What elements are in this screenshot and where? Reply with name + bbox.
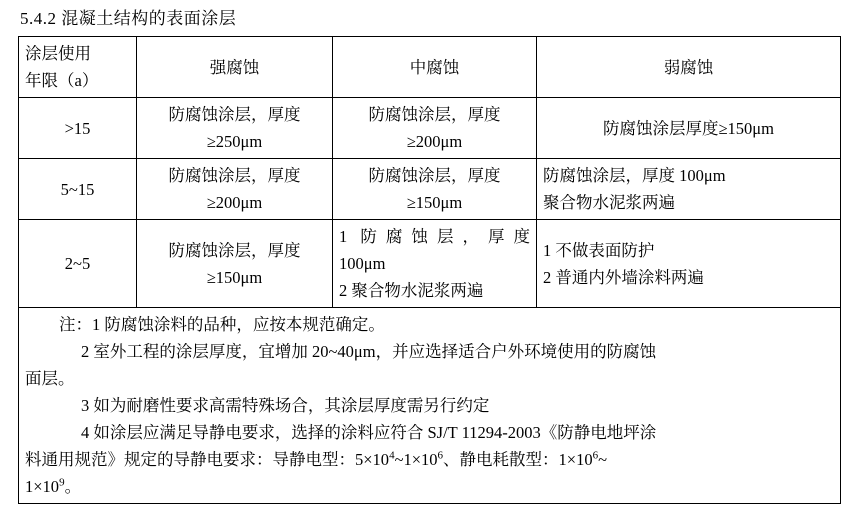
cell-strong — [137, 98, 333, 159]
cell-strong — [137, 220, 333, 308]
surface-coating-table — [18, 36, 841, 504]
header-cell-weak: 弱腐蚀 — [537, 37, 841, 98]
note-4-seg5: 1×10 — [25, 477, 60, 496]
note-4-seg4: ~ — [598, 450, 608, 469]
cell-medium-line2: 100μm — [339, 254, 386, 273]
cell-strong-line1: 防腐蚀涂层，厚度 — [168, 240, 301, 260]
note-exp-4: 9 — [59, 476, 65, 489]
table-header-row — [19, 37, 841, 98]
cell-strong — [137, 159, 333, 220]
note-3: 3 如为耐磨性要求高需特殊场合，其涂层厚度需另行约定 — [81, 396, 490, 415]
cell-weak — [537, 220, 841, 308]
table-row — [19, 159, 841, 220]
header-service-life-line1: 涂层使用 — [25, 44, 91, 63]
cell-strong-line1: 防腐蚀涂层，厚度 — [168, 105, 301, 124]
note-2: 2 室外工程的涂层厚度，宜增加 20~40μm，并应选择适合户外环境使用的防腐蚀 — [81, 342, 657, 361]
note-4-seg1: 料通用规范》规定的导静电要求：导静电型：5×10 — [25, 450, 390, 469]
section-heading: 5.4.2 混凝土结构的表面涂层 — [20, 9, 237, 28]
note-exp-1: 4 — [389, 449, 395, 462]
header-service-life-line2: 年限（a） — [25, 71, 99, 90]
note-4-cont2 — [25, 473, 834, 500]
table-notes-row — [19, 308, 841, 504]
header-cell-service-life — [19, 37, 137, 98]
note-4-seg6: 。 — [64, 477, 82, 496]
note-4-seg2: ~1×10 — [394, 450, 438, 469]
cell-weak-line2: 2 普通内外墙涂料两遍 — [543, 267, 704, 287]
cell-medium-line1: 防腐蚀涂层，厚度 — [368, 105, 501, 124]
header-cell-medium: 中腐蚀 — [333, 37, 537, 98]
cell-weak — [537, 159, 841, 220]
cell-medium-line1: 防腐蚀涂层，厚度 — [368, 166, 501, 185]
table-row — [19, 98, 841, 159]
cell-years: >15 — [19, 98, 137, 159]
note-4-seg3: 、静电耗散型：1×10 — [443, 450, 593, 469]
table-row — [19, 220, 841, 308]
cell-strong-line2: ≥200μm — [206, 193, 263, 212]
cell-weak-line1: 防腐蚀涂层厚度≥150μm — [603, 118, 774, 138]
cell-medium — [333, 159, 537, 220]
cell-medium — [333, 220, 537, 308]
note-exp-2: 6 — [437, 449, 444, 462]
header-cell-strong: 强腐蚀 — [137, 37, 333, 98]
cell-years: 2~5 — [19, 220, 137, 308]
note-4: 4 如涂层应满足导静电要求，选择的涂料应符合 SJ/T 11294-2003《防静电地坪涂 — [81, 423, 657, 442]
cell-weak — [537, 98, 841, 159]
note-1: 注：1 防腐蚀涂料的品种，应按本规范确定。 — [59, 315, 385, 334]
cell-strong-line2: ≥150μm — [206, 267, 263, 287]
note-exp-3: 6 — [592, 449, 599, 462]
page-bottom-spacer — [14, 504, 837, 514]
cell-medium-line2: ≥150μm — [406, 193, 463, 212]
cell-medium-line3: 2 聚合物水泥浆两遍 — [339, 281, 484, 300]
cell-medium-line2: ≥200μm — [406, 132, 463, 151]
cell-medium-line1: 1 防腐蚀层，厚度 — [339, 227, 530, 246]
cell-weak-line1: 1 不做表面防护 — [543, 240, 655, 260]
note-2-cont: 面层。 — [25, 369, 75, 388]
cell-weak-line1: 防腐蚀涂层，厚度 100μm — [543, 166, 726, 185]
cell-medium — [333, 98, 537, 159]
table-notes — [19, 308, 841, 504]
cell-weak-line2: 聚合物水泥浆两遍 — [543, 193, 675, 212]
cell-strong-line2: ≥250μm — [206, 132, 263, 151]
cell-strong-line1: 防腐蚀涂层，厚度 — [168, 166, 301, 185]
note-4-cont — [25, 446, 834, 473]
cell-years: 5~15 — [19, 159, 137, 220]
